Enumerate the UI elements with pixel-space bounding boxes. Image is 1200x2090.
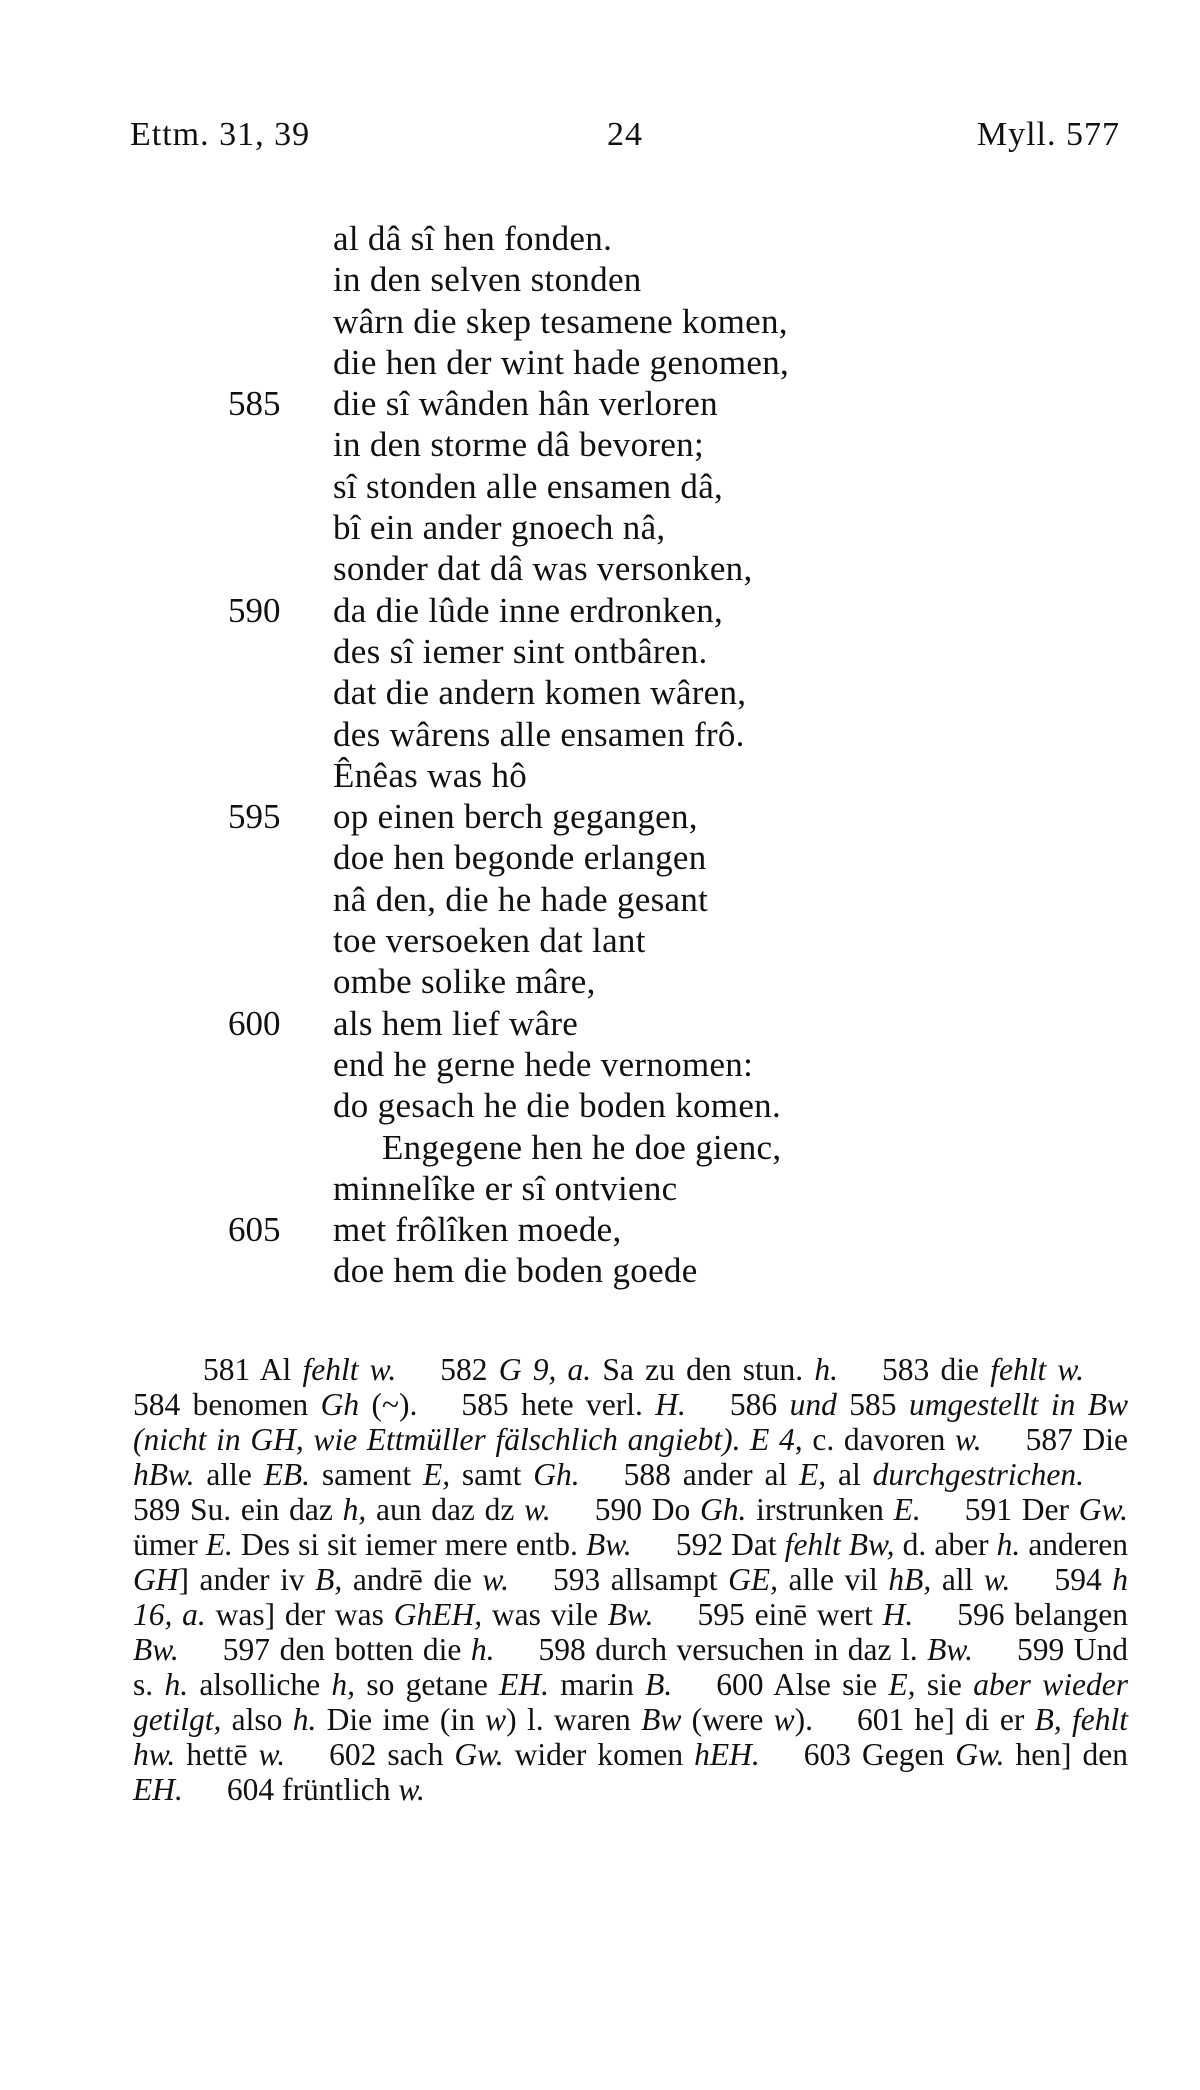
note-text: all <box>931 1562 984 1597</box>
note-text: marin <box>549 1667 646 1702</box>
note-text: Des si sit iemer mere entb. <box>232 1527 587 1562</box>
verse-text: ombe solike mâre, <box>333 962 596 1002</box>
verse-line <box>0 342 1200 383</box>
verse-line <box>0 1044 1200 1085</box>
note-text: 603 Gegen <box>803 1737 956 1772</box>
note-text: 589 Su. ein daz <box>133 1492 343 1527</box>
verse-text: end he gerne hede vernomen: <box>333 1044 754 1084</box>
verse-line <box>0 755 1200 796</box>
note-text: 597 den botten die <box>222 1632 471 1667</box>
note-siglum: h. <box>996 1527 1021 1562</box>
verse-line <box>0 920 1200 961</box>
verse-line <box>0 218 1200 259</box>
note-text: c. davoren <box>802 1422 956 1457</box>
note-siglum: Gw. <box>454 1737 504 1772</box>
header-left-reference: Ettm. 31, 39 <box>130 116 311 153</box>
note-siglum: GE, <box>728 1562 778 1597</box>
verse-line <box>0 714 1200 755</box>
note-text: 593 allsampt <box>552 1562 729 1597</box>
verse-number: 600 <box>228 1003 281 1043</box>
note-siglum: h. <box>164 1667 189 1702</box>
note-siglum: EH. <box>133 1772 183 1807</box>
note-text: hen] den <box>1004 1737 1128 1772</box>
verse-text: minnelîke er sî ontvienc <box>333 1168 678 1208</box>
note-text: 594 <box>1054 1562 1113 1597</box>
note-text: ). <box>794 1702 814 1737</box>
verse-line <box>0 424 1200 465</box>
note-text: ümer <box>133 1527 206 1562</box>
note-text: 599 Und s. <box>133 1632 1128 1702</box>
verse-line <box>0 672 1200 713</box>
note-siglum: w <box>773 1702 795 1737</box>
note-text: 601 he] di er <box>857 1702 1035 1737</box>
note-text: wider komen <box>503 1737 695 1772</box>
note-siglum: E. <box>205 1527 233 1562</box>
note-siglum: E, <box>799 1457 827 1492</box>
note-text: was] der was <box>205 1597 394 1632</box>
note-siglum: h 16, a. <box>133 1562 1129 1632</box>
verse-line <box>0 383 1200 424</box>
verse-text: die sî wânden hân verloren <box>333 384 718 424</box>
note-siglum: hB, <box>888 1562 932 1597</box>
note-siglum: Gh. <box>533 1457 580 1492</box>
note-text: 586 <box>729 1387 790 1422</box>
note-text: 598 durch versuchen in daz l. <box>538 1632 928 1667</box>
verse-line <box>0 837 1200 878</box>
verse-text: des sî iemer sint ontbâren. <box>333 631 708 671</box>
verse-text: al dâ sî hen fonden. <box>333 219 613 258</box>
note-siglum: H. <box>655 1387 686 1422</box>
note-siglum: Gh <box>320 1387 360 1422</box>
note-text: irstrunken <box>746 1492 894 1527</box>
verse-text: bî ein ander gnoech nâ, <box>333 508 666 548</box>
note-siglum: GH <box>133 1562 179 1597</box>
note-text: alsolliche <box>188 1667 332 1702</box>
note-text: anderen <box>1020 1527 1129 1562</box>
note-text: 585 hete verl. <box>461 1387 656 1422</box>
note-siglum: w. <box>955 1422 982 1457</box>
verse-text: als hem lief wâre <box>333 1003 579 1043</box>
verse-text: die hen der wint hade genomen, <box>333 342 790 382</box>
note-siglum: w. <box>482 1562 509 1597</box>
note-text: so getane <box>355 1667 500 1702</box>
note-text: aun daz dz <box>366 1492 525 1527</box>
note-siglum: h, <box>342 1492 367 1527</box>
note-siglum: h. <box>470 1632 495 1667</box>
verse-line <box>0 466 1200 507</box>
verse-text: Ênêas was hô <box>333 755 528 795</box>
verse-line <box>0 1168 1200 1209</box>
note-siglum: EH. <box>499 1667 550 1702</box>
note-text: alle vil <box>777 1562 889 1597</box>
verse-line <box>0 548 1200 589</box>
note-siglum: hEH. <box>694 1737 760 1772</box>
verse-text: nâ den, die he hade gesant <box>333 879 709 919</box>
note-siglum: w. <box>524 1492 551 1527</box>
verse-text: op einen berch gegangen, <box>333 797 698 837</box>
note-text: (~). <box>359 1387 418 1422</box>
note-siglum: EB. <box>263 1457 311 1492</box>
verse-line <box>0 1003 1200 1044</box>
verse-number: 595 <box>228 797 281 837</box>
note-text: ] ander iv <box>178 1562 316 1597</box>
verse-line <box>0 1250 1200 1291</box>
note-siglum: fehlt w. <box>990 1352 1084 1387</box>
note-siglum: hBw. <box>133 1457 195 1492</box>
note-text: Sa zu den stun. <box>591 1352 815 1387</box>
verse-block <box>0 218 1200 1292</box>
note-siglum: fehlt Bw, <box>784 1527 895 1562</box>
note-text: 604 früntlich <box>226 1772 399 1807</box>
verse-line <box>0 1209 1200 1250</box>
verse-number: 605 <box>228 1210 281 1250</box>
verse-line <box>0 259 1200 300</box>
verse-text: wârn die skep tesamene komen, <box>333 301 788 341</box>
note-siglum: umgestellt in Bw (nicht in GH, wie Ettmüller fälschlich angiebt). E 4, <box>133 1387 1129 1457</box>
note-text: 590 Do <box>594 1492 700 1527</box>
note-text: sie <box>915 1667 974 1702</box>
verse-text: do gesach he die boden komen. <box>333 1086 782 1126</box>
note-siglum: B, fehlt hw. <box>133 1702 1128 1772</box>
verse-line <box>0 1085 1200 1126</box>
note-text: 584 benomen <box>133 1387 321 1422</box>
note-text: ) l. waren <box>506 1702 642 1737</box>
note-text: sament <box>310 1457 423 1492</box>
verse-line <box>0 507 1200 548</box>
note-text: d. aber <box>894 1527 997 1562</box>
note-siglum: H. <box>882 1597 914 1632</box>
verse-text: in den selven stonden <box>333 260 642 300</box>
note-siglum: w. <box>258 1737 286 1772</box>
note-text: 581 Al <box>203 1352 303 1387</box>
verse-text: toe versoeken dat lant <box>333 921 646 961</box>
note-text: samt <box>450 1457 534 1492</box>
note-text: (were <box>681 1702 774 1737</box>
note-siglum: w. <box>398 1772 425 1807</box>
note-siglum: GhEH, <box>393 1597 483 1632</box>
critical-apparatus <box>133 1352 1128 1807</box>
note-text: 585 <box>836 1387 909 1422</box>
verse-text: dat die andern komen wâren, <box>333 673 747 713</box>
note-text: 591 Der <box>964 1492 1079 1527</box>
note-siglum: Bw <box>641 1702 682 1737</box>
note-siglum: fehlt w. <box>302 1352 397 1387</box>
note-siglum: und <box>789 1387 837 1422</box>
note-text: 582 <box>440 1352 499 1387</box>
note-siglum: Gh. <box>699 1492 747 1527</box>
note-text: 600 Alse sie <box>716 1667 889 1702</box>
note-text: hettē <box>175 1737 259 1772</box>
note-text: 583 die <box>882 1352 991 1387</box>
note-siglum: durchgestrichen. <box>872 1457 1085 1492</box>
verse-text: sî stonden alle ensamen dâ, <box>333 466 724 506</box>
verse-text: doe hem die boden goede <box>333 1251 698 1291</box>
note-siglum: E, <box>888 1667 916 1702</box>
note-siglum: Bw. <box>927 1632 973 1667</box>
note-text: al <box>826 1457 873 1492</box>
verse-text: sonder dat dâ was versonken, <box>333 549 753 589</box>
note-siglum: E. <box>893 1492 921 1527</box>
header-right-reference: Myll. 577 <box>976 116 1120 153</box>
verse-text: da die lûde inne erdronken, <box>333 590 724 630</box>
note-siglum: Bw. <box>133 1632 179 1667</box>
verse-line <box>0 879 1200 920</box>
note-siglum: Bw. <box>586 1527 632 1562</box>
note-siglum: h. <box>814 1352 839 1387</box>
note-text: 602 sach <box>329 1737 455 1772</box>
verse-text: des wârens alle ensamen frô. <box>333 714 745 754</box>
note-text: Die ime (in <box>316 1702 486 1737</box>
verse-line <box>0 1127 1200 1168</box>
verse-number: 585 <box>228 384 281 424</box>
verse-number: 590 <box>228 590 281 630</box>
verse-text: doe hen begonde erlangen <box>333 838 707 878</box>
note-text: 592 Dat <box>675 1527 785 1562</box>
note-siglum: B. <box>645 1667 673 1702</box>
page-header <box>130 116 1120 166</box>
verse-line <box>0 590 1200 631</box>
note-siglum: w. <box>983 1562 1011 1597</box>
note-siglum: w <box>485 1702 507 1737</box>
verse-line <box>0 301 1200 342</box>
page-number: 24 <box>607 116 643 153</box>
note-siglum: Bw. <box>607 1597 654 1632</box>
verse-text: Engegene hen he doe gienc, <box>382 1127 782 1167</box>
note-siglum: Gw. <box>1078 1492 1128 1527</box>
note-siglum: B, <box>315 1562 343 1597</box>
verse-line <box>0 961 1200 1002</box>
note-text: 588 ander al <box>623 1457 800 1492</box>
note-siglum: aber wieder getilgt, <box>133 1667 1128 1737</box>
note-siglum: G 9, a. <box>498 1352 592 1387</box>
note-text: 596 belangen <box>957 1597 1129 1632</box>
note-text: also <box>221 1702 293 1737</box>
note-siglum: h. <box>292 1702 317 1737</box>
note-text: alle <box>194 1457 264 1492</box>
note-siglum: E, <box>422 1457 451 1492</box>
note-text: was vile <box>482 1597 608 1632</box>
note-text: 587 Die <box>1025 1422 1129 1457</box>
verse-text: in den storme dâ bevoren; <box>333 425 705 465</box>
note-text: 595 einē wert <box>697 1597 883 1632</box>
verse-line <box>0 796 1200 837</box>
note-siglum: h, <box>331 1667 356 1702</box>
note-text: andrē die <box>342 1562 483 1597</box>
note-siglum: Gw. <box>955 1737 1005 1772</box>
verse-text: met frôlîken moede, <box>333 1210 622 1250</box>
verse-line <box>0 631 1200 672</box>
